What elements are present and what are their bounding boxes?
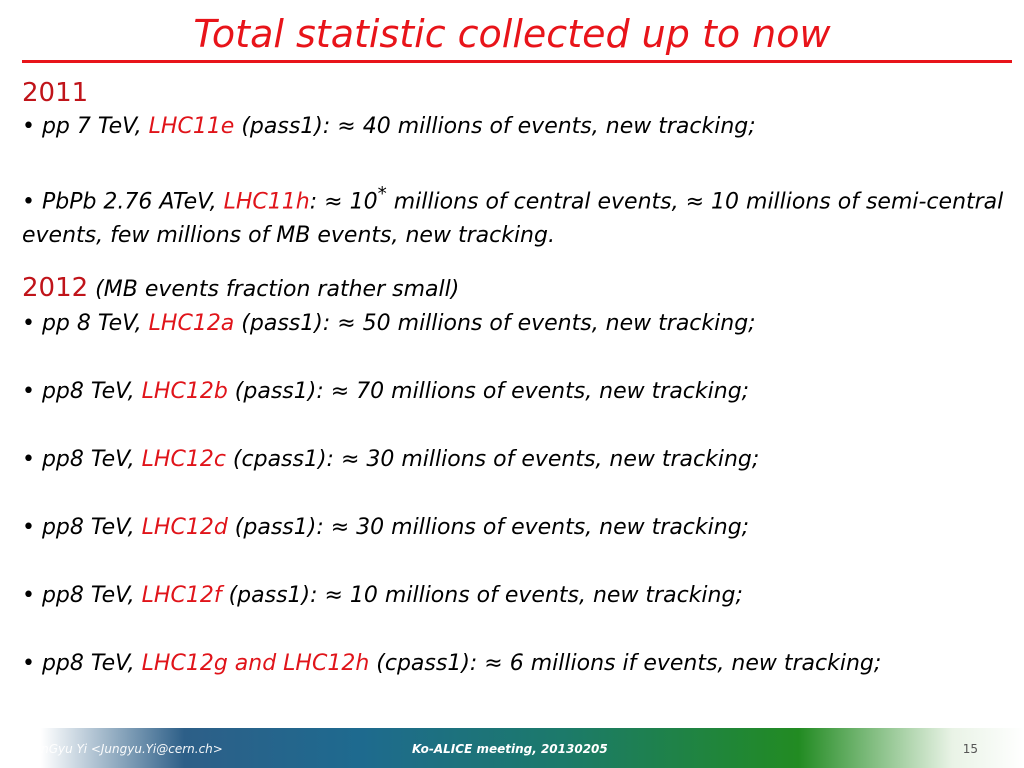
spacer bbox=[22, 545, 1012, 579]
bullet-text: : ≈ 10 bbox=[309, 189, 378, 215]
run-name: LHC12b bbox=[141, 379, 228, 405]
year-heading-2011: 2011 bbox=[22, 78, 89, 108]
footnote-mark: * bbox=[377, 184, 387, 205]
bullet-text: (pass1): ≈ 30 millions of events, new tracking; bbox=[227, 515, 750, 541]
title-underline bbox=[22, 60, 1012, 63]
bullet-lhc12g-h bbox=[22, 647, 1012, 681]
run-name: LHC12g and LHC12h bbox=[141, 651, 370, 677]
run-name: LHC12f bbox=[141, 583, 222, 609]
bullet-text: • pp 8 TeV, bbox=[22, 311, 149, 337]
spacer bbox=[22, 477, 1012, 511]
spacer bbox=[22, 613, 1012, 647]
run-name: LHC12a bbox=[148, 311, 235, 337]
spacer bbox=[22, 409, 1012, 443]
bullet-lhc12d bbox=[22, 511, 1012, 545]
year-note: (MB events fraction rather small) bbox=[88, 277, 460, 303]
bullet-lhc12f bbox=[22, 579, 1012, 613]
bullet-lhc11e bbox=[22, 110, 1012, 144]
bullet-text: • pp8 TeV, bbox=[22, 583, 142, 609]
year-heading-row-2012 bbox=[22, 271, 1012, 307]
bullet-text: (pass1): ≈ 50 millions of events, new tracking; bbox=[234, 311, 756, 337]
bullet-lhc12c bbox=[22, 443, 1012, 477]
bullet-text: (pass1): ≈ 10 millions of events, new tracking; bbox=[221, 583, 743, 609]
run-name: LHC12c bbox=[141, 447, 226, 473]
bullet-text: • PbPb 2.76 ATeV, bbox=[22, 189, 224, 215]
bullet-text: • pp 7 TeV, bbox=[22, 114, 149, 139]
footer-meeting: Ko-ALICE meeting, 20130205 bbox=[412, 742, 608, 756]
bullet-text: • pp8 TeV, bbox=[22, 515, 142, 541]
footer-author: JunGyu Yi <Jungyu.Yi@cern.ch> bbox=[30, 742, 223, 756]
bullet-text: (cpass1): ≈ 30 millions of events, new tracking; bbox=[225, 447, 760, 473]
bullet-text: • pp8 TeV, bbox=[22, 379, 142, 405]
bullet-text: (pass1): ≈ 40 millions of events, new tracking; bbox=[234, 114, 756, 139]
bullet-text: (cpass1): ≈ 6 millions if events, new tracking; bbox=[369, 651, 882, 677]
bullet-lhc11h bbox=[22, 178, 1012, 253]
run-name: LHC11h bbox=[223, 189, 310, 215]
bullet-lhc12b bbox=[22, 375, 1012, 409]
bullet-text: • pp8 TeV, bbox=[22, 651, 142, 677]
bullet-lhc12a bbox=[22, 307, 1012, 341]
spacer bbox=[22, 144, 1012, 178]
spacer bbox=[22, 341, 1012, 375]
slide-body bbox=[22, 76, 1012, 681]
page-number: 15 bbox=[962, 742, 978, 756]
bullet-text: millions of central events, ≈ 10 millions of semi-central events, few millions of MB events, new tracking. bbox=[22, 189, 1004, 249]
run-name: LHC11e bbox=[148, 114, 235, 139]
slide-title: Total statistic collected up to now bbox=[193, 12, 831, 56]
run-name: LHC12d bbox=[141, 515, 228, 541]
year-heading-2012: 2012 bbox=[22, 273, 89, 304]
spacer bbox=[22, 253, 1012, 271]
bullet-text: (pass1): ≈ 70 millions of events, new tracking; bbox=[227, 379, 750, 405]
bullet-text: • pp8 TeV, bbox=[22, 447, 142, 473]
